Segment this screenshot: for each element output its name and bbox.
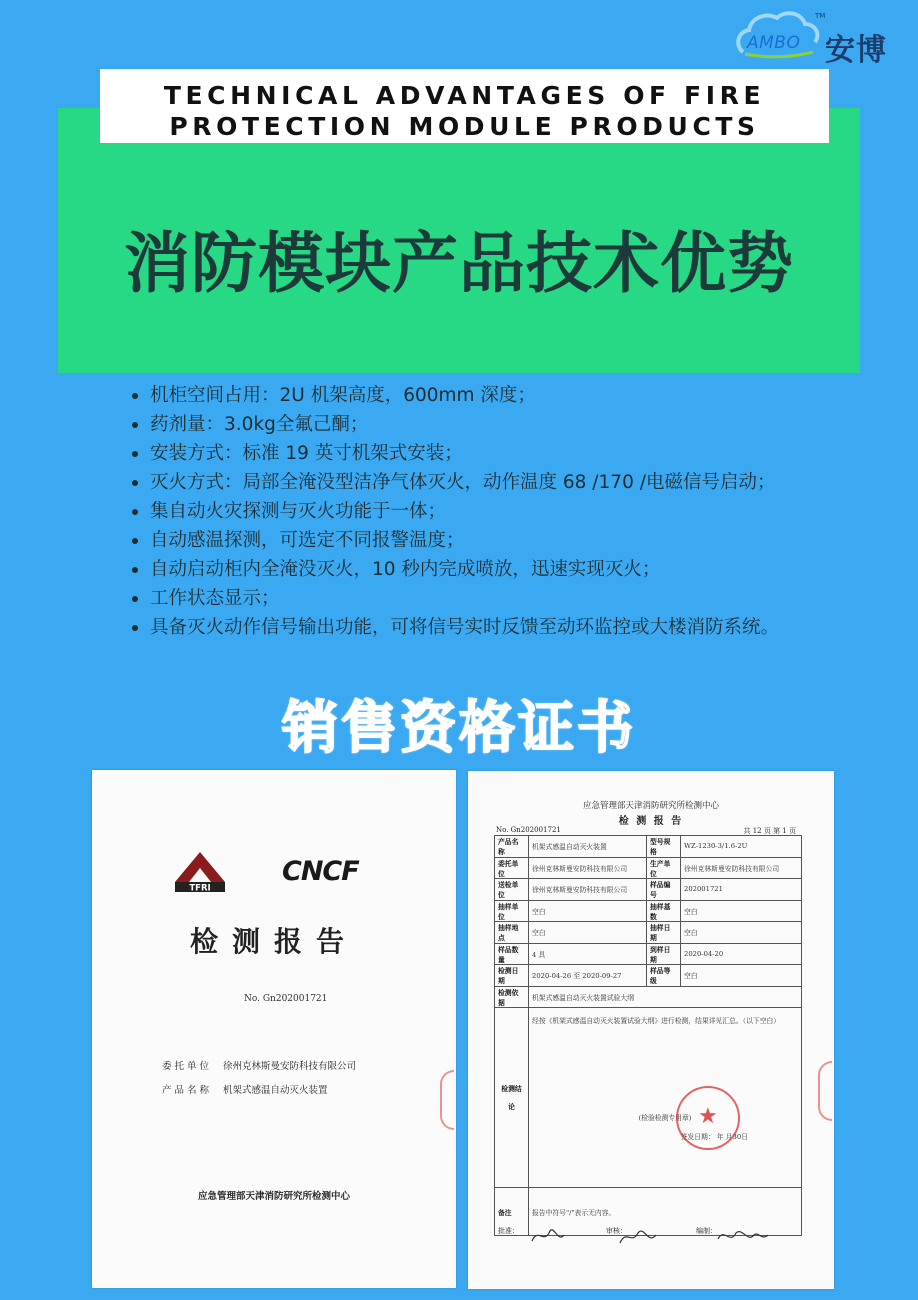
table-cell: 机架式感温自动灭火装置 (529, 836, 647, 858)
table-cell: 到样日期 (647, 943, 681, 965)
report-page-image (468, 771, 834, 1289)
feature-item: 灭火方式：局部全淹没型洁净气体灭火，动作温度 68 /170 /电磁信号启动； (130, 468, 820, 497)
client-label: 委托单位 (162, 1061, 213, 1072)
table-cell: 4 具 (529, 943, 647, 965)
red-seal-icon: ★ (676, 1086, 740, 1150)
table-row (495, 965, 802, 987)
table-cell: 空白 (681, 900, 802, 922)
review-label: 审核： (606, 1227, 627, 1235)
feature-item: 药剂量：3.0kg全氟己酮； (130, 410, 820, 439)
feature-item: 工作状态显示； (130, 584, 820, 613)
english-title-line1: TECHNICAL ADVANTAGES OF FIRE (163, 81, 766, 110)
table-cell: 型号规格 (647, 836, 681, 858)
client-value: 徐州克林斯曼安防科技有限公司 (223, 1061, 357, 1072)
table-cell: 空白 (529, 922, 647, 944)
table-cell: 样品编号 (647, 879, 681, 901)
table-cell: 委托单位 (495, 857, 529, 879)
report-org: 应急管理部天津消防研究所检测中心 (582, 801, 719, 811)
table-cell: 空白 (681, 965, 802, 987)
table-cell: 202001721 (681, 879, 802, 901)
table-row (495, 879, 802, 901)
table-cell (529, 1008, 802, 1188)
conclusion-text: 经按《机架式感温自动灭火装置试验大纲》进行检测，结果详见汇总。（以下空白） (532, 1017, 781, 1025)
report-number: No. Gn202001721 (244, 994, 328, 1004)
cncf-logo: CNCF (282, 856, 359, 887)
table-cell: 送检单位 (495, 879, 529, 901)
feature-item: 机柜空间占用：2U 机架高度，600mm 深度； (130, 381, 820, 410)
table-cell: 样品等级 (647, 965, 681, 987)
report-table (494, 835, 802, 1236)
report-cover-title: 检测报告 (189, 925, 358, 958)
table-cell: 检测依据 (495, 986, 529, 1008)
stamp-edge-mark (440, 1070, 454, 1130)
table-row (495, 986, 802, 1008)
table-cell: 产品名称 (495, 836, 529, 858)
product-value: 机架式感温自动灭火装置 (223, 1085, 328, 1096)
ambo-logo (735, 8, 915, 68)
table-row (495, 857, 802, 879)
table-cell: 空白 (681, 922, 802, 944)
stamp-edge-mark (818, 1061, 832, 1121)
table-cell: 2020-04-26 至 2020-09-27 (529, 965, 647, 987)
table-cell: 抽样日期 (647, 922, 681, 944)
table-cell: 报告中符号"/"表示无内容。 (529, 1188, 802, 1236)
issuing-organization: 应急管理部天津消防研究所检测中心 (197, 1191, 350, 1202)
feature-item: 自动感温探测，可选定不同报警温度； (130, 526, 820, 555)
table-cell: 徐州克林斯曼安防科技有限公司 (529, 879, 647, 901)
table-cell: 样品数量 (495, 943, 529, 965)
logo-brand-en: AMBO (747, 33, 801, 53)
table-row (495, 922, 802, 944)
product-label: 产品名称 (162, 1085, 213, 1096)
tfri-logo-text: TFRI (189, 883, 211, 892)
table-row (495, 836, 802, 858)
tfri-logo-icon (175, 852, 225, 892)
stamp-caption: (检验检测专用章) (638, 1114, 692, 1122)
table-cell: 抽样单位 (495, 900, 529, 922)
table-cell: 检测日期 (495, 965, 529, 987)
page-count: 共 12 页 第 1 页 (743, 827, 796, 835)
approve-label: 批准： (498, 1227, 519, 1235)
table-cell: 徐州克林斯曼安防科技有限公司 (529, 857, 647, 879)
table-cell: 备注 (495, 1188, 529, 1236)
sign-date: 签发日期： 年 月30日 (680, 1133, 748, 1141)
table-cell: 空白 (529, 900, 647, 922)
report-meta (496, 826, 796, 834)
english-title-line2: PROTECTION MODULE PRODUCTS (169, 112, 760, 141)
chinese-title: 消防模块产品技术优势 (124, 225, 794, 302)
report-title: 检 测 报 告 (618, 816, 684, 827)
report-number: No. Gn202001721 (496, 826, 561, 834)
conclusion-label-text: 检测结论 (501, 1085, 522, 1111)
table-cell: WZ-1230-3/1.6-2U (681, 836, 802, 858)
logo-brand-cn: 安博 (825, 33, 887, 68)
feature-item: 具备灭火动作信号输出功能，可将信号实时反馈至动环监控或大楼消防系统。 (130, 613, 820, 642)
conclusion-label (495, 1008, 529, 1188)
edit-label: 编制： (696, 1227, 717, 1235)
table-row (495, 943, 802, 965)
table-cell: 生产单位 (647, 857, 681, 879)
feature-item: 自动启动柜内全淹没灭火，10 秒内完成喷放，迅速实现灭火； (130, 555, 820, 584)
client-row (162, 1058, 356, 1072)
logo-tm: TM (815, 12, 826, 20)
handwritten-signatures-icon (528, 1223, 828, 1249)
table-cell: 机架式感温自动灭火装置试验大纲 (529, 986, 802, 1008)
table-row (495, 1008, 802, 1188)
table-cell: 抽样地点 (495, 922, 529, 944)
report-cover-image (92, 770, 456, 1288)
section-title: 销售资格证书 (282, 696, 636, 761)
product-row (162, 1082, 328, 1096)
table-row (495, 900, 802, 922)
english-title-box (100, 69, 829, 143)
table-cell: 徐州克林斯曼安防科技有限公司 (681, 857, 802, 879)
table-cell: 抽样基数 (647, 900, 681, 922)
table-cell: 2020-04-20 (681, 943, 802, 965)
feature-item: 集自动火灾探测与灭火功能于一体； (130, 497, 820, 526)
feature-item: 安装方式：标准 19 英寸机架式安装； (130, 439, 820, 468)
approve-signature (498, 1226, 519, 1236)
feature-list (130, 381, 820, 642)
